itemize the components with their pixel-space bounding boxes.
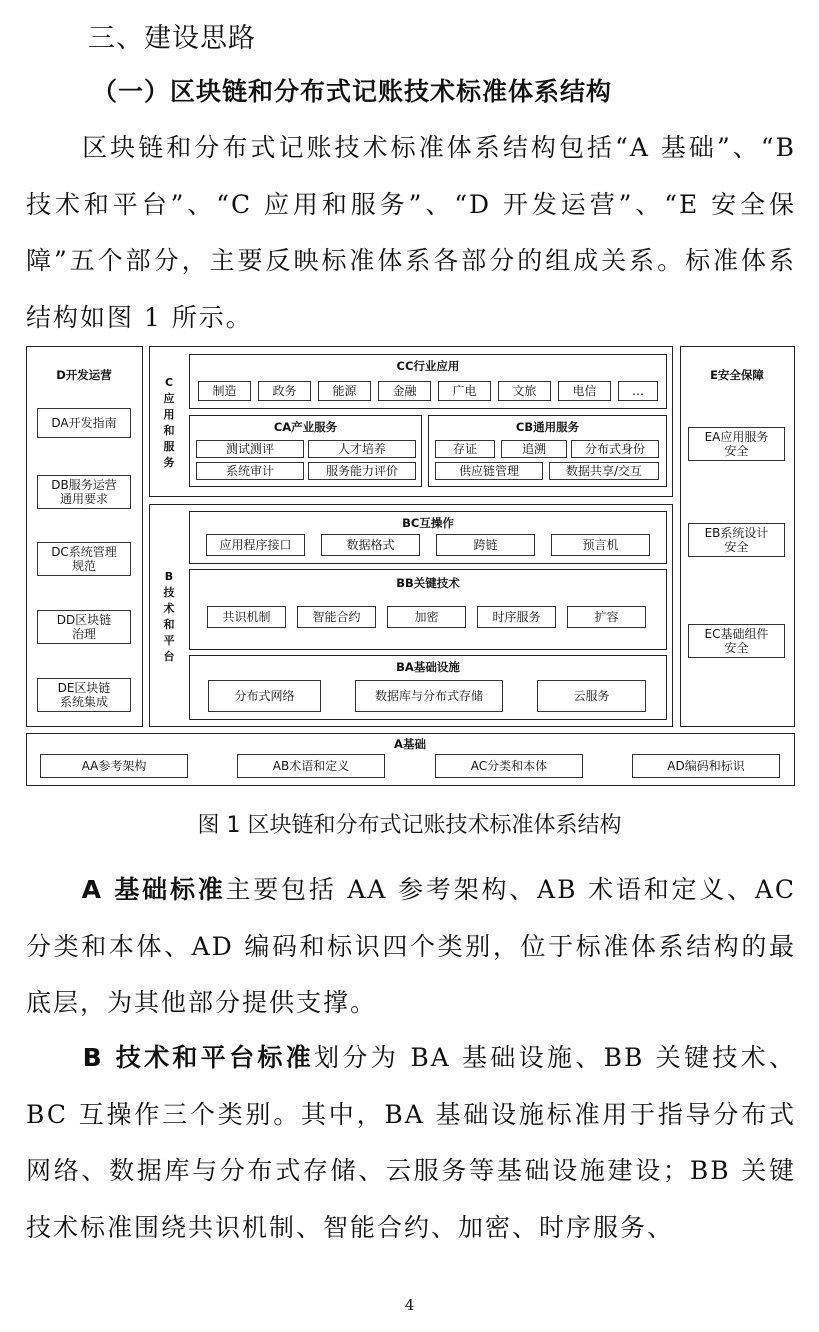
page-number: 4: [404, 1296, 415, 1314]
e-security-panel: [680, 346, 795, 727]
cc-item: 电信: [558, 381, 611, 401]
para-a-foundation: [26, 862, 796, 1032]
para-b-tech: [26, 1030, 796, 1256]
ba-item: 分布式网络: [208, 680, 321, 712]
cb-item: 供应链管理: [435, 462, 543, 480]
d-item: DB服务运营 通用要求: [37, 475, 131, 509]
bb-title: BB关键技术: [396, 576, 460, 590]
standards-structure-diagram: [26, 344, 796, 788]
d-item: DE区块链 系统集成: [37, 678, 131, 712]
c-label: C 应 用 和 服 务: [163, 376, 175, 469]
ca-item: 测试测评: [196, 440, 304, 458]
bb-item: 智能合约: [297, 606, 376, 628]
d-title: D开发运营: [56, 368, 112, 382]
bc-interop-panel: [189, 511, 667, 564]
cc-item: 能源: [318, 381, 371, 401]
e-item: EA应用服务 安全: [688, 427, 785, 461]
cb-item: 分布式身份: [571, 440, 659, 458]
section-heading: 三、建设思路: [88, 23, 256, 54]
cc-industry-panel: [189, 354, 667, 409]
cb-item: 追溯: [501, 440, 567, 458]
cc-title: CC行业应用: [396, 359, 460, 373]
bc-item: 预言机: [551, 534, 650, 556]
ba-item: 数据库与分布式存储: [355, 680, 503, 712]
cb-general-service-panel: [428, 415, 667, 487]
d-item: DD区块链 治理: [37, 610, 131, 644]
para-a-bold: A 基础标准: [81, 875, 226, 904]
cb-item: 数据共享/交互: [549, 462, 659, 480]
bc-item: 数据格式: [321, 534, 420, 556]
ca-title: CA产业服务: [273, 420, 338, 434]
a-item: AA参考架构: [40, 754, 188, 778]
a-item: AC分类和本体: [435, 754, 583, 778]
bc-item: 跨链: [436, 534, 535, 556]
cb-title: CB通用服务: [515, 420, 580, 434]
bb-item: 共识机制: [207, 606, 286, 628]
cc-item: 金融: [378, 381, 431, 401]
d-dev-ops-panel: [26, 346, 143, 727]
d-item: DA开发指南: [37, 408, 131, 438]
b-tech-platform-panel: [149, 504, 673, 727]
cc-item: 制造: [198, 381, 251, 401]
ba-infra-panel: [189, 655, 667, 720]
ca-item: 系统审计: [196, 462, 304, 480]
b-label: B 技 术 和 平 台: [163, 570, 175, 663]
cc-item: 政务: [258, 381, 311, 401]
subsection-heading: （一）区块链和分布式记账技术标准体系结构: [92, 77, 613, 106]
bb-item: 时序服务: [477, 606, 556, 628]
cc-item: 文旅: [498, 381, 551, 401]
a-foundation-panel: [26, 733, 795, 786]
ca-item: 人才培养: [308, 440, 416, 458]
bb-item: 加密: [387, 606, 466, 628]
e-item: EB系统设计 安全: [688, 523, 785, 557]
para-a-text: 主要包括 AA 参考架构、AB 术语和定义、AC 分类和本体、AD 编码和标识四个类别，位于标准体系结构的最底层，为其他部分提供支撑。: [26, 875, 796, 1017]
a-title: A基础: [394, 737, 426, 751]
cc-item: …: [618, 381, 658, 401]
intro-paragraph: 区块链和分布式记账技术标准体系结构包括“A 基础”、“B 技术和平台”、“C 应用和服务”、“D 开发运营”、“E 安全保障”五个部分，主要反映标准体系各部分的组成关系。标准体系结构如图 1 所示。: [26, 133, 796, 332]
cb-item: 存证: [435, 440, 495, 458]
bc-title: BC互操作: [402, 516, 454, 530]
ca-item: 服务能力评价: [308, 462, 416, 480]
figure-caption: 图 1 区块链和分布式记账技术标准体系结构: [197, 813, 622, 838]
bb-item: 扩容: [567, 606, 646, 628]
ca-industry-service-panel: [189, 415, 422, 487]
bb-key-tech-panel: [189, 569, 667, 650]
a-item: AD编码和标识: [632, 754, 780, 778]
d-item: DC系统管理 规范: [37, 542, 131, 576]
c-app-service-panel: [149, 346, 673, 497]
cc-item: 广电: [438, 381, 491, 401]
ba-item: 云服务: [537, 680, 646, 712]
e-title: E安全保障: [710, 368, 764, 382]
ba-title: BA基础设施: [396, 660, 460, 674]
bc-item: 应用程序接口: [206, 534, 305, 556]
para-b-text: 划分为 BA 基础设施、BB 关键技术、BC 互操作三个类别。其中，BA 基础设施标准用于指导分布式网络、数据库与分布式存储、云服务等基础设施建设；BB 关键技术标准围绕共识机制、智能合约、加密、时序服务、: [26, 1043, 796, 1242]
e-item: EC基础组件 安全: [688, 624, 785, 658]
a-item: AB术语和定义: [237, 754, 385, 778]
para-b-bold: B 技术和平台标准: [82, 1043, 315, 1072]
